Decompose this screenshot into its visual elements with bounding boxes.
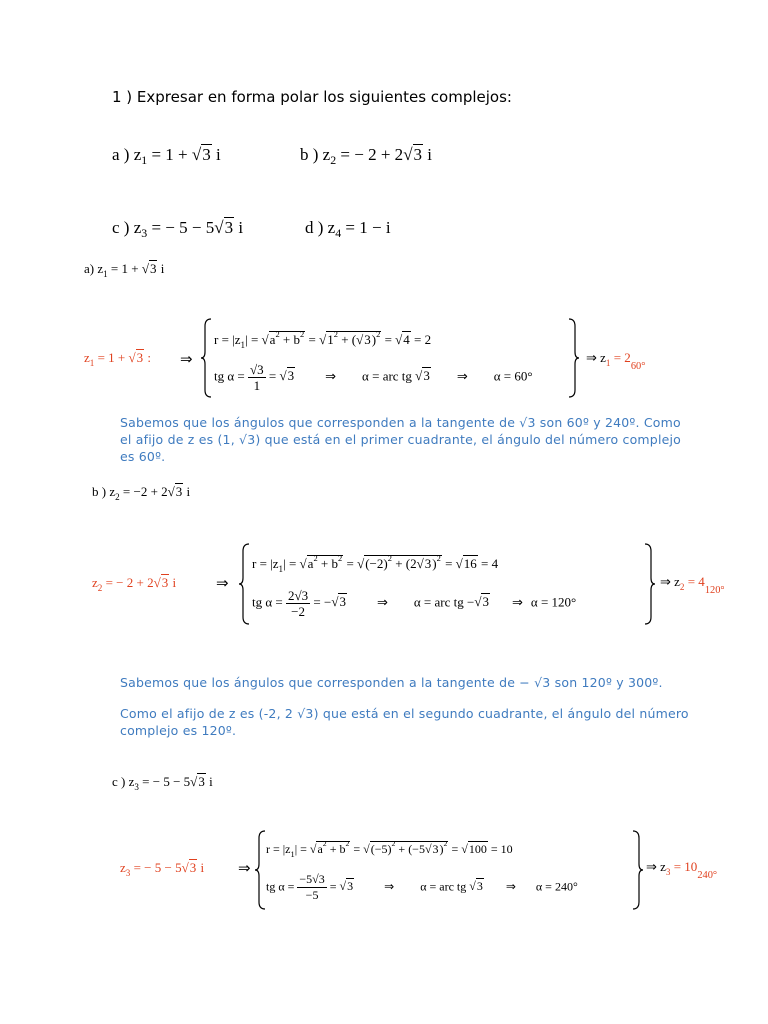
part-a-arrow: ⇒ (180, 352, 193, 368)
part-c-right-brace (632, 830, 644, 910)
part-a-title: a) $z_1 = 1 + √3$ i (84, 261, 165, 279)
part-a-result: ⇒ $z_1 = 2_{60^\circ}$ (586, 350, 646, 372)
part-c-arrow: ⇒ (238, 861, 251, 877)
part-a-right-brace (568, 318, 580, 398)
part-b-arrow: ⇒ (216, 576, 229, 592)
part-c-title: c ) $z_3$ = − 5 − 5√3 i (112, 774, 213, 792)
part-c-label: $z_3$ = − 5 − 5√3 i (120, 860, 205, 878)
part-a-note: Sabemos que los ángulos que corresponden a la tangente de √3 son 60º y 240º. Como el afijo de z es (1, √3) que está en el primer cuadrante, el ángulo del número complejo es 60º. (120, 415, 682, 464)
part-b-title: b ) $z_2 = -2 + 2√3$ i (92, 484, 191, 502)
problem-c: c ) $z_3$ = − 5 − 5√3 i (112, 218, 244, 240)
part-b-argument: tg α = $\frac{2√3}{-2}$ = −√3 ⇒ α = arc tg −√3 ⇒ α = 120° (252, 588, 577, 619)
part-a-modulus: $r = |z_1| = √a^2 + b^2 = √1^2 + (√3)^2 = √4 = 2$ (214, 329, 432, 350)
part-c-modulus: $r = |z_1| = √a^2 + b^2 = √(-5)^2 + (-5√3)^2 = √100 = 10$ (266, 839, 513, 859)
part-a-left-brace (200, 318, 212, 398)
part-b-label: $z_2$ = − 2 + 2√3 i (92, 575, 177, 593)
part-c-argument: tg α = $\frac{-5√3}{-5}$ = √3 ⇒ α = arc tg √3 ⇒ α = 240° (266, 872, 578, 902)
part-b-result: ⇒ $z_2 = 4_{120^\circ}$ (660, 574, 725, 596)
exercise-heading: 1 ) Expresar en forma polar los siguientes complejos: (112, 88, 512, 106)
part-b-left-brace (238, 543, 250, 625)
part-b-modulus: $r = |z_1| = √a^2 + b^2 = √(-2)^2 + (2√3)^2 = √16 = 4$ (252, 553, 499, 574)
part-b-note: Sabemos que los ángulos que corresponden a la tangente de − √3 son 120º y 300º. (120, 675, 663, 690)
problem-b: b ) $z_2$ = − 2 + 2√3 i (300, 145, 433, 167)
part-c-result: ⇒ $z_3 = 10_{240^\circ}$ (646, 859, 718, 881)
part-b-right-brace (644, 543, 656, 625)
part-b-note-2: Como el afijo de z es (-2, 2 √3) que está en el segundo cuadrante, el ángulo del número complejo es 120º. (120, 706, 689, 738)
problem-a: a ) $z_1 = 1 + √3$ i (112, 145, 221, 167)
part-a-argument: tg α = $\frac{√3}{1}$ = √3 ⇒ α = arc tg √3 ⇒ α = 60° (214, 362, 533, 393)
problem-d: d ) $z_4 = 1 - i$ (305, 218, 391, 240)
part-a-label: $z_1 = 1 + √3$ : (84, 350, 152, 368)
part-c-left-brace (254, 830, 266, 910)
